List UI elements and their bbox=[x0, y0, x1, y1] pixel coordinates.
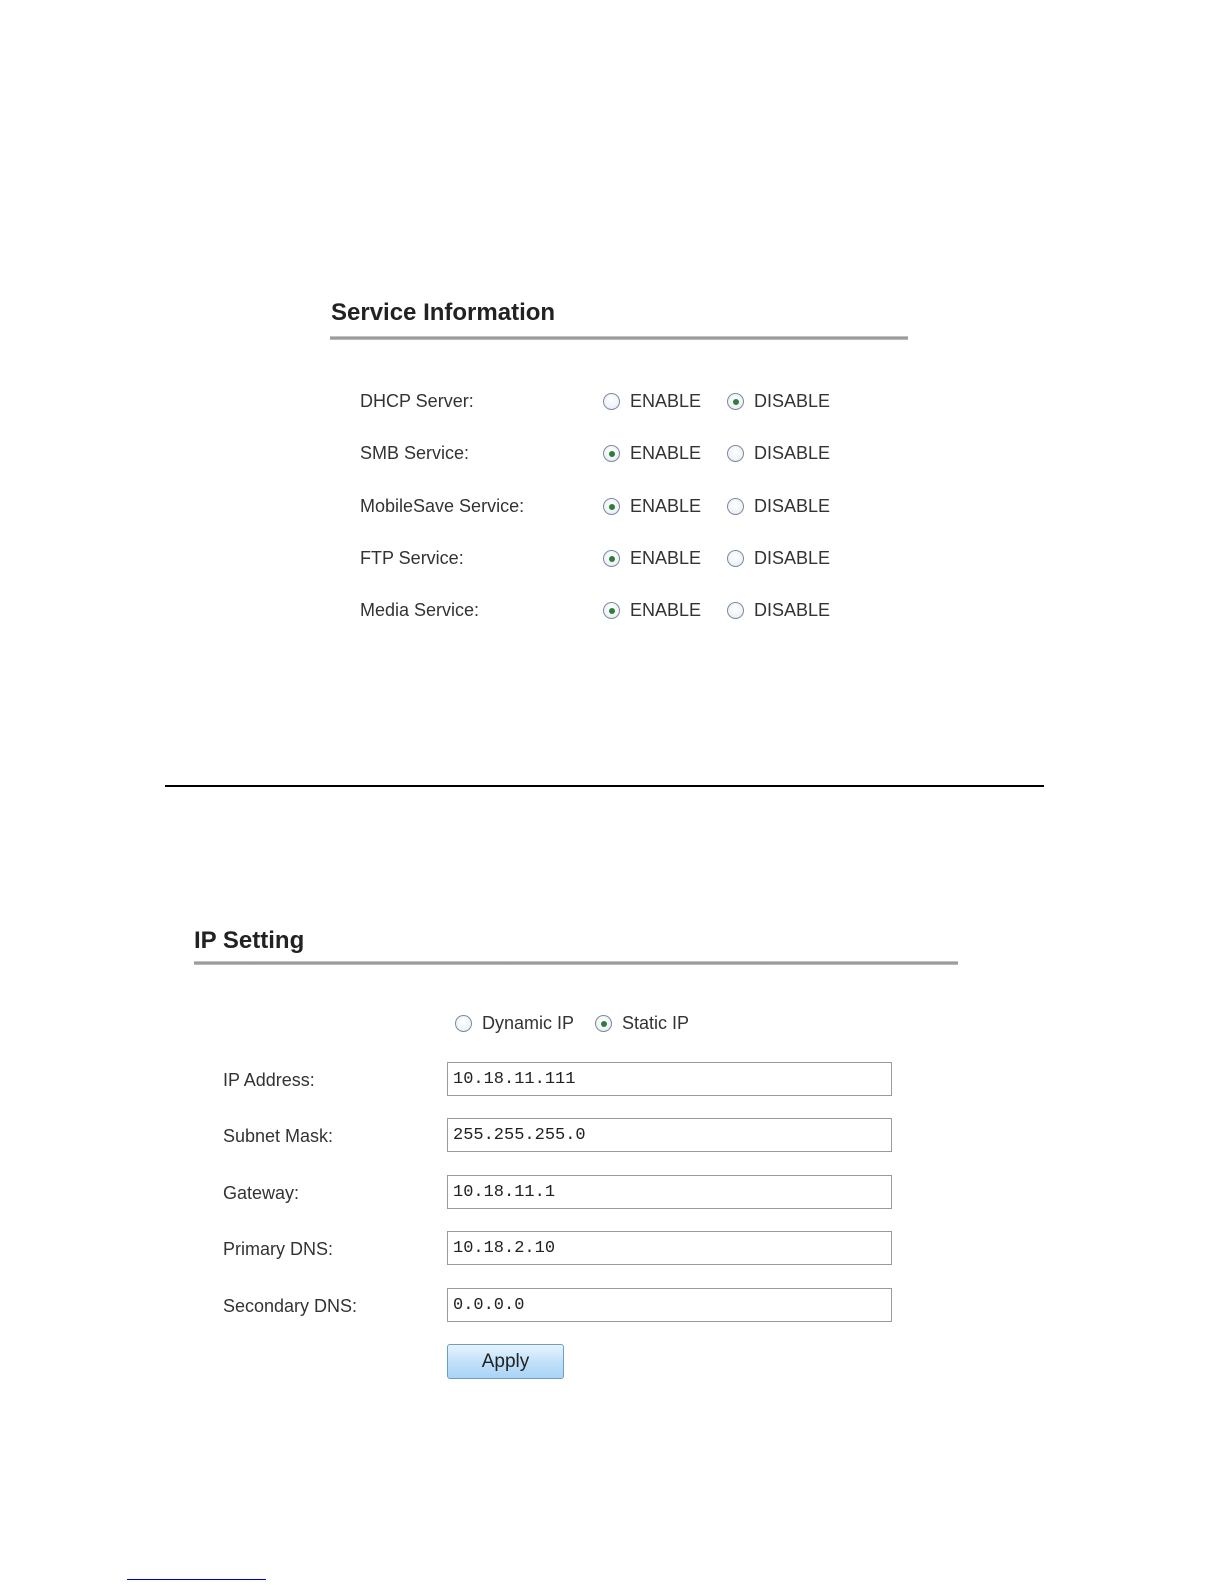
radio-checked-icon[interactable] bbox=[603, 498, 620, 515]
subnet-mask-label: Subnet Mask: bbox=[223, 1126, 334, 1146]
ftp-enable-label: ENABLE bbox=[630, 548, 702, 568]
radio-unchecked-icon[interactable] bbox=[603, 393, 620, 410]
mobilesave-disable-label: DISABLE bbox=[754, 496, 831, 516]
smb-service-label: SMB Service: bbox=[360, 443, 470, 463]
radio-unchecked-icon[interactable] bbox=[727, 498, 744, 515]
media-enable-radio[interactable] bbox=[603, 600, 701, 621]
dhcp-server-label: DHCP Server: bbox=[360, 391, 474, 411]
secondary-dns-input[interactable] bbox=[447, 1288, 892, 1322]
gateway-label: Gateway: bbox=[223, 1183, 300, 1203]
service-info-title-rule bbox=[330, 336, 908, 340]
media-enable-label: ENABLE bbox=[630, 600, 702, 620]
ftp-service-label: FTP Service: bbox=[360, 548, 464, 568]
radio-checked-icon[interactable] bbox=[603, 550, 620, 567]
static-ip-radio[interactable] bbox=[595, 1013, 689, 1034]
footnote-separator bbox=[127, 1579, 266, 1580]
mobilesave-enable-label: ENABLE bbox=[630, 496, 702, 516]
radio-checked-icon[interactable] bbox=[603, 445, 620, 462]
static-ip-label: Static IP bbox=[622, 1013, 690, 1033]
ftp-disable-radio[interactable] bbox=[727, 548, 830, 569]
apply-button[interactable]: Apply bbox=[447, 1344, 564, 1379]
radio-unchecked-icon[interactable] bbox=[727, 550, 744, 567]
subnet-mask-input[interactable] bbox=[447, 1118, 892, 1152]
ftp-disable-label: DISABLE bbox=[754, 548, 831, 568]
dynamic-ip-radio[interactable] bbox=[455, 1013, 574, 1034]
mobilesave-enable-radio[interactable] bbox=[603, 496, 701, 517]
radio-checked-icon[interactable] bbox=[727, 393, 744, 410]
mobilesave-service-label: MobileSave Service: bbox=[360, 496, 525, 516]
mobilesave-disable-radio[interactable] bbox=[727, 496, 830, 517]
dynamic-ip-label: Dynamic IP bbox=[482, 1013, 575, 1033]
media-disable-label: DISABLE bbox=[754, 600, 831, 620]
smb-disable-radio[interactable] bbox=[727, 443, 830, 464]
radio-unchecked-icon[interactable] bbox=[727, 445, 744, 462]
radio-checked-icon[interactable] bbox=[595, 1015, 612, 1032]
primary-dns-label: Primary DNS: bbox=[223, 1239, 334, 1259]
secondary-dns-label: Secondary DNS: bbox=[223, 1296, 358, 1316]
smb-enable-label: ENABLE bbox=[630, 443, 702, 463]
ip-setting-title: IP Setting bbox=[194, 927, 305, 954]
ftp-enable-radio[interactable] bbox=[603, 548, 701, 569]
section-divider bbox=[165, 785, 1044, 787]
smb-disable-label: DISABLE bbox=[754, 443, 831, 463]
radio-checked-icon[interactable] bbox=[603, 602, 620, 619]
primary-dns-input[interactable] bbox=[447, 1231, 892, 1265]
radio-unchecked-icon[interactable] bbox=[455, 1015, 472, 1032]
gateway-input[interactable] bbox=[447, 1175, 892, 1209]
media-service-label: Media Service: bbox=[360, 600, 480, 620]
service-info-title: Service Information bbox=[331, 299, 556, 326]
ip-setting-title-rule bbox=[194, 961, 958, 965]
dhcp-enable-label: ENABLE bbox=[630, 391, 702, 411]
media-disable-radio[interactable] bbox=[727, 600, 830, 621]
ip-address-input[interactable] bbox=[447, 1062, 892, 1096]
dhcp-disable-radio[interactable] bbox=[727, 391, 830, 412]
ip-address-label: IP Address: bbox=[223, 1070, 315, 1090]
dhcp-disable-label: DISABLE bbox=[754, 391, 831, 411]
radio-unchecked-icon[interactable] bbox=[727, 602, 744, 619]
dhcp-enable-radio[interactable] bbox=[603, 391, 701, 412]
smb-enable-radio[interactable] bbox=[603, 443, 701, 464]
